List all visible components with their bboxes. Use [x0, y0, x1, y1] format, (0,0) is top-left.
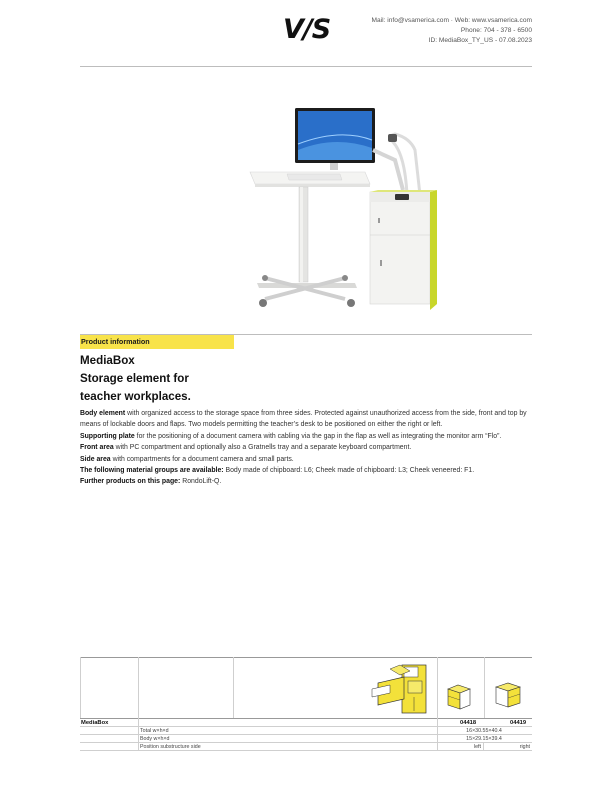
mediabox-right-icon	[490, 677, 526, 713]
mediabox-product-image	[245, 100, 445, 315]
desc-body-element: Body element with organized access to the storage space from three sides. Protected against unauthorized access from the side, front and top by means of lockable doors and flaps. Two models permitting the teacher’s desk to be positioned on either the right or left.	[80, 410, 527, 429]
row-label-body: Body w×h×d	[140, 736, 170, 742]
table-code-04419: 04419	[510, 720, 527, 726]
header-divider	[80, 66, 532, 67]
contact-mail-web: Mail: info@vsamerica.com · Web: www.vsamerica.com	[371, 17, 532, 24]
row-value-right: right	[519, 744, 530, 750]
contact-info	[372, 16, 532, 46]
row-label-position: Position substructure side	[140, 744, 201, 750]
desc-material-groups: The following material groups are available: Body made of chipboard: L6; Cheek made of chipboard: L3; Cheek veneered: F1.	[80, 467, 475, 475]
desc-front-area: Front area with PC compartment and optionally also a Gratnells tray and a separate keyboard compartment.	[80, 444, 412, 452]
desc-further-products: Further products on this page: RondoLift-Q.	[80, 478, 222, 486]
product-subtitle-line1: Storage element for	[80, 372, 189, 385]
table-code-04418: 04418	[460, 720, 477, 726]
product-title: MediaBox	[80, 354, 135, 367]
row-value-total: 16×30.55×40.4	[466, 728, 502, 734]
row-value-left: left	[473, 744, 481, 750]
mediabox-left-icon	[444, 681, 476, 713]
table-product-name: MediaBox	[81, 720, 109, 726]
document-id: ID: MediaBox_TY_US - 07.08.2023	[428, 37, 532, 44]
product-subtitle-line2: teacher workplaces.	[80, 390, 191, 403]
spec-table	[80, 657, 532, 757]
product-information-badge: Product information	[80, 335, 234, 349]
row-value-body: 15×29.15×39.4	[466, 736, 502, 742]
mediabox-technical-drawing	[370, 659, 436, 717]
contact-phone: Phone: 704 - 378 - 6500	[460, 27, 532, 34]
desc-side-area: Side area with compartments for a document camera and small parts.	[80, 455, 294, 463]
row-label-total: Total w×h×d	[140, 728, 169, 734]
product-description	[80, 408, 532, 488]
vs-logo: V/S	[283, 14, 331, 45]
desc-supporting-plate: Supporting plate for the positioning of a document camera with cabling via the gap in the flap as well as integrating the monitor arm “Flo”.	[80, 432, 502, 440]
